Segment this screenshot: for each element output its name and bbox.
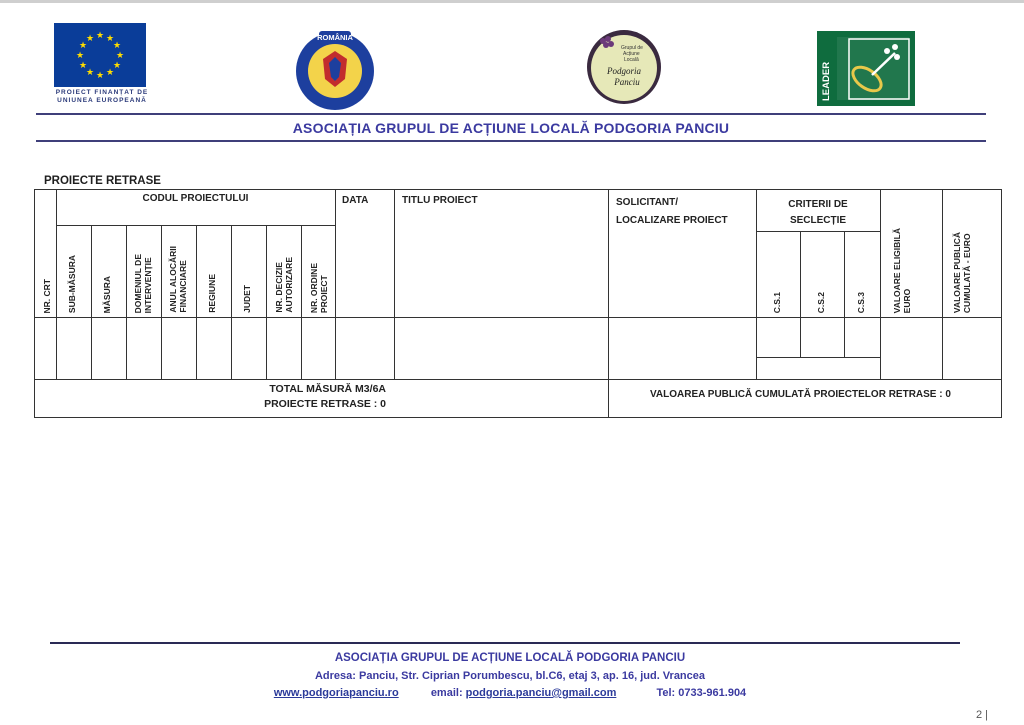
eu-caption	[52, 89, 152, 105]
col-divider	[394, 189, 395, 379]
eu-flag-logo	[54, 23, 146, 87]
panciu-logo-line2: Acțiune	[623, 51, 640, 57]
leader-logo	[817, 31, 915, 106]
svg-text:★: ★	[85, 68, 95, 78]
header-valoare-publica-line2: CUMULATĂ - EURO	[962, 233, 972, 313]
header-masura: MĂSURA	[102, 275, 112, 313]
header-sub-masura: SUB-MĂSURA	[67, 254, 77, 313]
header-cs1: C.S.1	[772, 291, 782, 313]
svg-text:★: ★	[78, 61, 88, 71]
col-divider	[56, 189, 57, 379]
header-valoare-eligibila-line1: VALOARE ELIGIBILĂ	[892, 227, 902, 313]
header-nr-decizie	[274, 257, 294, 313]
header-criterii-line2: SECLECȚIE	[789, 215, 847, 226]
header-ordine-line2: PROIECT	[319, 275, 329, 313]
col-divider	[301, 225, 302, 379]
col-divider	[800, 231, 801, 357]
total-line2: PROIECTE RETRASE : 0	[264, 398, 386, 410]
header-data: DATA	[342, 195, 369, 206]
header-cs2: C.S.2	[816, 291, 826, 313]
col-divider	[126, 225, 127, 379]
table-border-top	[34, 189, 1002, 190]
panciu-logo-name1: Podgoria	[606, 66, 642, 76]
header-valoare-publica	[952, 232, 972, 313]
page-number: 2 |	[975, 709, 988, 721]
header-solicitant	[616, 197, 728, 227]
svg-text:★: ★	[112, 41, 122, 51]
header-domeniul-line1: DOMENIUL DE	[133, 253, 143, 313]
header-titlu-proiect: TITLU PROIECT	[402, 195, 478, 206]
cs-row-bottom-line	[756, 357, 880, 358]
svg-text:★: ★	[112, 61, 122, 71]
footer-title: ASOCIAȚIA GRUPUL DE ACȚIUNE LOCALĂ PODGORIA PANCIU	[334, 652, 686, 664]
col-divider	[608, 189, 609, 418]
header-domeniul	[133, 254, 153, 313]
header-anul-line2: FINANCIARE	[178, 260, 188, 313]
header-domeniul-line2: INTERVENȚIE	[143, 256, 153, 313]
association-title: ASOCIAȚIA GRUPUL DE ACȚIUNE LOCALĂ PODGORIA PANCIU	[292, 120, 730, 136]
ministry-seal-top-text: ROMÂNIA	[317, 33, 353, 42]
col-divider	[880, 189, 881, 379]
footer-rule	[50, 642, 960, 644]
col-divider	[231, 225, 232, 379]
header-criterii-line1: CRITERII DE	[788, 199, 848, 210]
header-rule-top	[36, 113, 986, 115]
eu-stars-icon	[54, 23, 146, 87]
header-ordine-line1: NR. ORDINE	[309, 262, 319, 313]
leader-logo-text: LEADER	[821, 61, 832, 101]
total-masura	[34, 383, 386, 410]
header-valoare-publica-line1: VALOARE PUBLICĂ	[952, 231, 962, 313]
header-regiune: REGIUNE	[207, 274, 217, 313]
total-line1: TOTAL MĂSURĂ M3/6A	[269, 383, 386, 395]
footer-email-label: email:	[430, 687, 463, 699]
data-row-bottom-line	[34, 379, 1002, 380]
criterii-subheader-line	[756, 231, 880, 232]
leader-emblem-icon	[817, 31, 915, 106]
eu-caption-line2: UNIUNEA EUROPEANĂ	[57, 97, 147, 104]
footer-tel: Tel: 0733-961.904	[656, 687, 747, 699]
col-divider	[196, 225, 197, 379]
svg-text:★: ★	[75, 51, 85, 61]
header-solicitant-line1: SOLICITANT/	[616, 197, 679, 208]
header-anul-line1: ANUL ALOCĂRII	[168, 246, 178, 313]
footer-website-link[interactable]: www.podgoriapanciu.ro	[273, 687, 399, 699]
header-nr-crt: NR. CRT	[42, 278, 52, 313]
header-valoare-eligibila	[892, 228, 912, 313]
col-divider	[266, 225, 267, 379]
svg-text:★: ★	[85, 34, 95, 44]
svg-text:★: ★	[95, 31, 105, 41]
header-criterii	[756, 199, 880, 227]
podgoria-panciu-logo	[585, 27, 663, 107]
ministry-seal-logo	[292, 27, 378, 111]
header-bottom-line	[34, 317, 1002, 318]
table-border-right	[1001, 189, 1002, 418]
col-divider	[161, 225, 162, 379]
projects-table	[34, 189, 1002, 419]
svg-text:★: ★	[115, 51, 125, 61]
panciu-logo-line1: Grupul de	[621, 45, 643, 51]
footer-contacts	[40, 687, 980, 699]
panciu-logo-name2: Panciu	[614, 77, 640, 87]
section-title: PROIECTE RETRASE	[44, 175, 161, 187]
col-divider	[91, 225, 92, 379]
header-judet: JUDET	[242, 285, 252, 313]
header-cs3: C.S.3	[856, 291, 866, 313]
header-decizie-line2: AUTORIZARE	[284, 257, 294, 313]
valoarea-publica-total: VALOAREA PUBLICĂ CUMULATĂ PROIECTELOR RETRASE : 0	[650, 389, 951, 400]
header-nr-ordine	[309, 263, 329, 313]
svg-text:★: ★	[105, 68, 115, 78]
col-divider	[942, 189, 943, 379]
header-codul-proiectului: CODUL PROIECTULUI	[142, 193, 249, 204]
footer-email-link[interactable]: podgoria.panciu@gmail.com	[465, 687, 617, 699]
table-border-bottom	[34, 417, 1002, 418]
header-anul-alocarii	[168, 246, 188, 313]
eu-caption-line1: PROIECT FINANȚAT DE	[55, 89, 149, 96]
footer-address: Adresa: Panciu, Str. Ciprian Porumbescu, bl.C6, etaj 3, ap. 16, jud. Vrancea	[314, 670, 706, 682]
col-divider	[844, 231, 845, 357]
svg-text:★: ★	[78, 41, 88, 51]
col-divider	[335, 189, 336, 379]
svg-text:★: ★	[95, 71, 105, 81]
header-valoare-eligibila-line2: EURO	[902, 288, 912, 313]
header-rule-bottom	[36, 140, 986, 142]
header-solicitant-line2: LOCALIZARE PROIECT	[616, 215, 728, 226]
svg-text:★: ★	[105, 34, 115, 44]
panciu-logo-line3: Locală	[624, 57, 639, 63]
header-decizie-line1: NR. DECIZIE	[274, 262, 284, 313]
